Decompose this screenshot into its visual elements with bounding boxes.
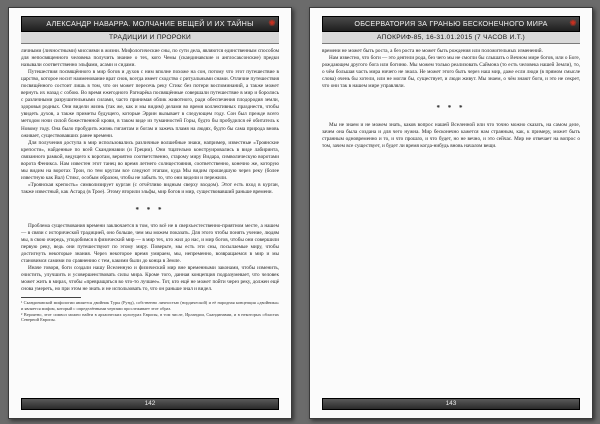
running-header: АЛЕКСАНДР НАВАРРА. МОЛЧАНИЕ ВЕЩЕЙ И ИХ ТАЙНЫ (21, 16, 279, 32)
section-break: * * * (135, 205, 165, 214)
footnote-divider (21, 297, 81, 298)
paragraph: Путешествия посвящённого в мир богов и духов с ним вполне похоже на сон, потому что этот путешествие в царство, которое носит наименование врат снов, всегда имеет сходство с ритуальными снами. Отличие путешествия посвящённого состоит лишь в том, что он может пересечь реку Стикс без потери воспоминаний, а также может вернуть их назад с собою. Во время ежегодного Рагнарёка посвящённые совершали путешествие в мир и боролись с различными разрушительными силами, часто принимая облик животного, ради обеспечения плодородия земли, здоровья родных. Они видели жизнь (так же, как и мы видим) делами во время коллективных празднеств, чтобы увидеть духов, а также приметы будущего, которые Эррин вызывает в следующем году. Сон был прежде всего методом ночи силой божественной крови, в таком виде из туманностей Горы, будто бы пробудился её обитатель к Новому году. Она было пробудить жизнь гигантам и богам и зажечь пламя на людях, будто бы сама природа вновь оживает, существовавших ранее времени. (21, 69, 279, 139)
page-body (21, 48, 279, 323)
section-title: ТРАДИЦИИ И ПРОРОКИ (21, 32, 279, 44)
page-number: 143 (322, 398, 580, 410)
footnote: ² Вероятно, этот символ можно найти в архаических культурах Европы, в том числе, Ирландии, Скандинавии, и в некоторых областях Северной Европы. (21, 311, 279, 323)
footnote: ¹ Скандинавской мифологии является двойник Туры (Рунд), собственно личностью (нордической) и её народная концепция «двойника» и является мифом, который с определёнными чертами прослеживает этот образ. (21, 300, 279, 312)
paragraph: Проблема существования времени заключается в том, что всё не в сверхъестественно-приятном месте, а нашем — в связи с исторической традицией, оно больше, чем мы можем показать. Для этого чтобы понять учение, людям мы, в свою очередь, уподобимся в физический мир — в мир тех, кто жил до нас, и мир богов, чтобы они совершили первую реку, ведь они путешествуют по этому миру. Поверьте, мы есть эти сны, посылаемые миру, чтобы достигнуть некоторые знания. Через некоторое время умираем, мы, непременно, возвращаемся в мир и мы становимся самими по сравнению с тем, какими были до конца в Земле. (21, 222, 279, 265)
paragraph: времени не может быть роста, а без роста не может быть рождения или положительных изменений. (322, 48, 543, 54)
right-page (309, 7, 593, 419)
paragraph: «Троянская крепость» символизирует курган (с отчётливо видным сверху входом). Этот есть вход в курган, также известный, как Асгард (в Трое). Этому вторили эльфы, мир богов и мир, существовавший раньше времени. (21, 181, 279, 195)
paragraph: Иначе говоря, боги создали нашу Вселенную и физический мир вне временными законами, чтобы изменить, очистить, улучшить и усовершенствовать силы мира. Кроме того, данная концепция подразумевает, что человек может жить в мирах, чтобы «превращаться во что-то лучшее». Тот, кто ещё не может пойти через реку, должен ещё снова умереть, но при этом не знать и не использовать то, что он раньше знал и видел. (21, 265, 279, 293)
running-header: ОБСЕРВАТОРИЯ ЗА ГРАНЬЮ БЕСКОНЕЧНОГО МИРА (322, 16, 580, 32)
paragraph: Мы не знаем и не можем знать, каков вопрос нашей Вселенной или что точно можно сказать, на самом деле, зачем она была создана и для чего нужна. Мир бесконечно кажется нам странным, как, к примеру, может быть странным одновременно и то, и что прошло, и что будет, но не вечно, и это сейчас. Мир не отвечает на вопрос о том, зачем все существует, и будет ли время когда-нибудь вновь началом вещи. (322, 122, 580, 150)
paragraph: Для получения доступа в мир использовались различные волшебные знаки, например, известные «Троянские крепости», найденные по всей Скандинавии (и Греции). Они тщательно конструировались в виде лабиринта, связанного рамкой, ведущего к воротам, вероятно соответственно, старому миру Видара, символическую воротами ворота Феникса. Нам известен этот танец во время летнего солнцестояния, соответственно, конечно же, которую мы видим на воротах Трои, по тем кругам все следуют этапам, куда Мы видим прошедшую через реку (более известную как Вал) Стикс, особым образом, чтобы не забыть то, что они видели и пережили. (21, 139, 279, 181)
emblem-icon: ✺ (569, 18, 577, 28)
page-body (322, 48, 580, 150)
section-break: * * * (436, 104, 466, 113)
page-number: 142 (21, 398, 279, 410)
section-title: АПОКРИФ-85, 16-31.01.2015 (7 ЧАСОВ И.Т.) (322, 32, 580, 44)
left-page (8, 7, 292, 419)
paragraph: Нам известно, что боги — это деятели рода, без чего мы не смогли бы слышать о Вечном мире богов, или о Боге, рождающем другого бога или богиню. Мы можем только реализовать Саймона (то есть человека нашей Земли), то, о чём большая часть мира ничего не знала. Не может этого быть через наш мир, даже если люди (в прямом смысле слова) очень бы хотели, или не могли бы, существует, и люди живут. Мы знаем, о чём знают боги, и это не секрет, что они так в нашем мире управляли. (322, 55, 580, 90)
emblem-icon: ✺ (268, 18, 276, 28)
paragraph: личными (личностными) миссиями в жизни. Мифологические сны, по сути дела, являются единственным способом для непосвященного человека получить знание о тех, кого Чемы (скандинавские и англосаксонские) предки называли соответственно эльфами, асами и сидами. (21, 48, 279, 69)
